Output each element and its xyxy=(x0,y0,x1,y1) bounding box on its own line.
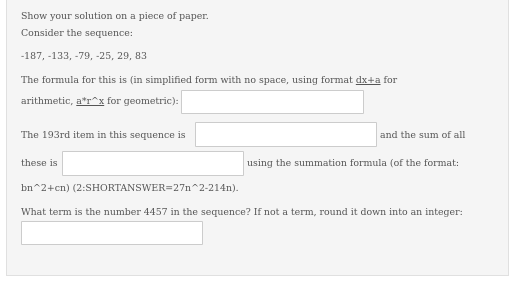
sum-text: and the sum of all xyxy=(380,130,466,141)
item-text: The 193rd item in this sequence is xyxy=(21,130,186,141)
geometric-format-example: a*r^x xyxy=(76,96,105,107)
arithmetic-format-example: dx+a xyxy=(355,75,381,86)
formula-line-2-pre: arithmetic, xyxy=(21,96,77,107)
formula-answer-input[interactable] xyxy=(181,90,364,114)
term-question-text: What term is the number 4457 in the sequence? If not a term, round it down into an integer: xyxy=(21,207,463,218)
format-example-text: bn^2+cn) (2:SHORTANSWER=27n^2-214n). xyxy=(21,183,239,194)
sequence-text: -187, -133, -79, -25, 29, 83 xyxy=(21,51,147,62)
formula-line-1-pre: The formula for this is (in simplified form with no space, using format xyxy=(21,75,356,86)
instruction-text: Show your solution on a piece of paper. xyxy=(21,11,209,22)
formula-line-2-post: for geometric): xyxy=(104,96,179,107)
formula-line-2 xyxy=(21,96,179,108)
formula-line-1 xyxy=(21,75,397,87)
item-answer-input[interactable] xyxy=(195,122,377,147)
summation-text: using the summation formula (of the format: xyxy=(247,158,460,169)
term-answer-input[interactable] xyxy=(21,221,203,245)
consider-text: Consider the sequence: xyxy=(21,28,133,39)
sum-answer-input[interactable] xyxy=(62,151,244,176)
these-is-text: these is xyxy=(21,158,58,169)
formula-line-1-post: for xyxy=(380,75,398,86)
